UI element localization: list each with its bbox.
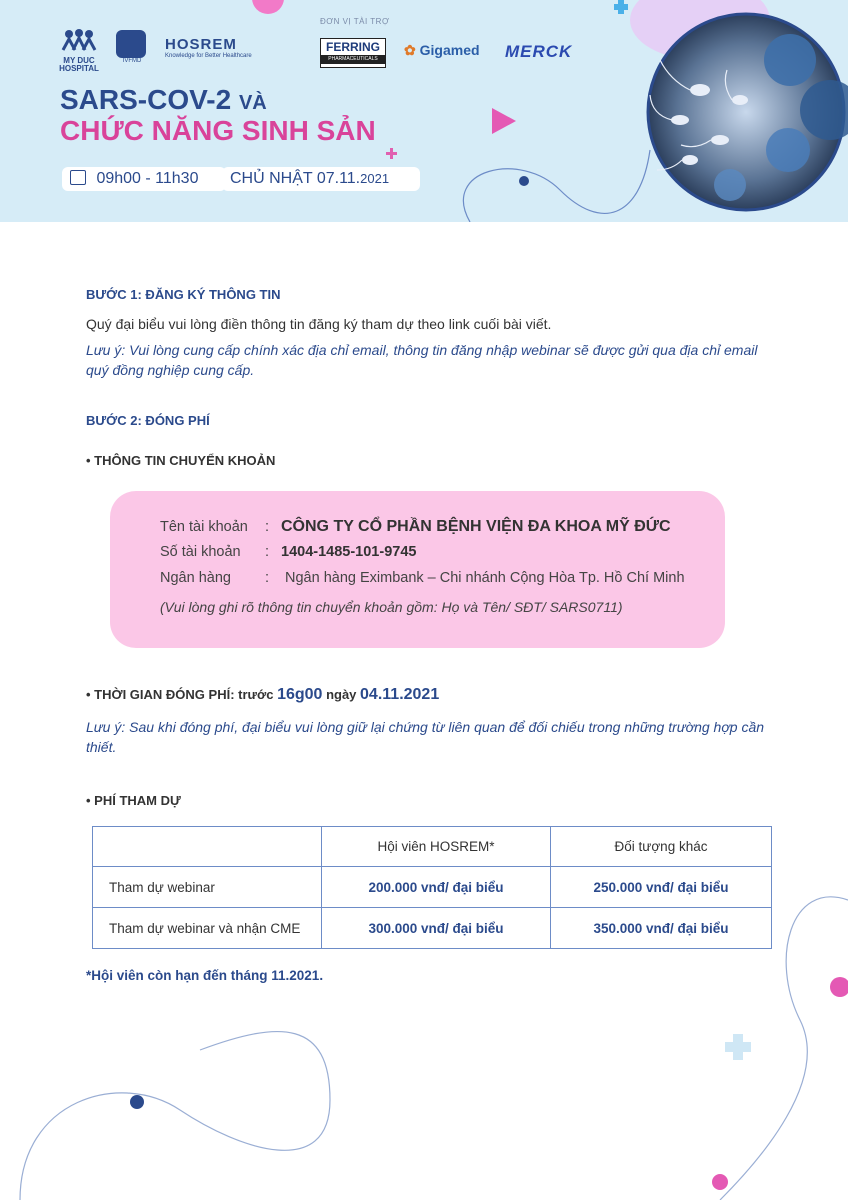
play-triangle-icon: [492, 108, 516, 134]
event-title-line1: [60, 84, 267, 116]
account-number-row: [160, 544, 416, 560]
table-cell: 350.000 vnđ/ đại biểu: [551, 908, 772, 949]
table-header-cell: Hội viên HOSREM*: [322, 827, 551, 867]
bank-info-box: [110, 491, 725, 648]
pink-dot-decoration: [712, 1174, 728, 1190]
step1-text: Quý đại biểu vui lòng điền thông tin đăng ký tham dự theo link cuối bài viết.: [86, 316, 552, 332]
step1-note: Lưu ý: Vui lòng cung cấp chính xác địa chỉ email, thông tin đăng nhập webinar sẽ được gửi qua địa chỉ email quý đồng nghiệp cung cấp.: [86, 342, 758, 378]
myduc-logo-icon: [59, 28, 99, 52]
virus-image: [648, 14, 848, 210]
deadline-note: Lưu ý: Sau khi đóng phí, đại biểu vui lòng giữ lại chứng từ liên quan để đối chiếu trong những trường hợp cần thiết.: [86, 719, 765, 755]
ferring-logo-text: FERRING: [326, 40, 380, 54]
event-date: CHỦ NHẬT 07.11.: [230, 170, 361, 187]
ferring-logo-subtext: PHARMACEUTICALS: [321, 55, 385, 64]
fee-table-header: [93, 827, 772, 867]
deadline-date: 04.11.2021: [360, 686, 440, 703]
gigamed-logo-text: Gigamed: [419, 42, 480, 58]
dot-decoration: [519, 176, 529, 186]
event-title-line2: CHỨC NĂNG SINH SẢN: [60, 115, 376, 146]
deadline-time: 16g00: [277, 686, 323, 703]
table-cell: Tham dự webinar và nhận CME: [93, 908, 322, 949]
dot-decoration: [130, 1095, 144, 1109]
hosrem-logo: [165, 36, 252, 59]
bank-label: Ngân hàng: [160, 570, 231, 586]
hosrem-logo-text: HOSREM: [165, 36, 237, 53]
fee-heading: • PHÍ THAM DỰ: [86, 793, 181, 808]
colon: :: [265, 544, 270, 560]
pink-circle-decoration: [252, 0, 284, 14]
table-cell: 300.000 vnđ/ đại biểu: [322, 908, 551, 949]
event-time: 09h00 - 11h30: [96, 170, 199, 187]
table-cell: 200.000 vnđ/ đại biểu: [322, 867, 551, 908]
colon: :: [265, 570, 270, 586]
step2-heading: BƯỚC 2: ĐÓNG PHÍ: [86, 413, 210, 428]
bank-name-row: [160, 570, 685, 586]
ferring-logo: [320, 38, 386, 68]
colon: :: [265, 519, 270, 535]
ivfmd-logo-text: IVFMD: [122, 58, 142, 64]
table-cell: Tham dự webinar: [93, 867, 322, 908]
merck-logo: MERCK: [505, 42, 573, 61]
step1-heading: BƯỚC 1: ĐĂNG KÝ THÔNG TIN: [86, 287, 281, 302]
curve-decoration: [20, 1032, 330, 1200]
bank-note: (Vui lòng ghi rõ thông tin chuyển khoản gồm: Họ và Tên/ SĐT/ SARS0711): [160, 599, 623, 615]
account-number-value: 1404-1485-101-9745: [281, 544, 417, 560]
deadline-label: • THỜI GIAN ĐÓNG PHÍ:: [86, 687, 235, 702]
plus-icon: [614, 0, 628, 14]
pink-dot-decoration: [830, 977, 848, 997]
ivfmd-logo: [116, 30, 148, 68]
account-number-label: Số tài khoản: [160, 544, 241, 560]
payment-deadline: [86, 686, 439, 704]
member-footnote: *Hội viên còn hạn đến tháng 11.2021.: [86, 968, 324, 983]
myduc-logo: [58, 28, 100, 73]
table-header-cell: [93, 827, 322, 867]
transfer-info-heading: • THÔNG TIN CHUYỂN KHOẢN: [86, 453, 276, 468]
plus-icon: [725, 1034, 751, 1060]
hosrem-tagline: Knowledge for Better Healthcare: [165, 53, 252, 59]
footer-decoration: [0, 880, 848, 1200]
sponsor-label: ĐƠN VỊ TÀI TRỢ: [320, 17, 390, 26]
account-name-label: Tên tài khoản: [160, 519, 248, 535]
event-year: 2021: [360, 171, 390, 186]
deadline-day: ngày: [326, 687, 357, 702]
time-pill: [62, 167, 226, 191]
title-conjunction: VÀ: [238, 92, 267, 114]
header-banner: [0, 0, 848, 222]
account-name-value: CÔNG TY CỔ PHẦN BỆNH VIỆN ĐA KHOA MỸ ĐỨC: [281, 518, 671, 535]
gigamed-logo: [404, 42, 480, 59]
table-header-cell: Đối tượng khác: [551, 827, 772, 867]
date-pill: [222, 167, 420, 191]
deadline-before: trước: [238, 687, 274, 702]
bank-name-value: Ngân hàng Eximbank – Chi nhánh Cộng Hòa Tp. Hồ Chí Minh: [285, 570, 685, 586]
myduc-logo-text: MY DUC HOSPITAL: [59, 56, 99, 73]
calendar-icon: [70, 170, 86, 185]
table-cell: 250.000 vnđ/ đại biểu: [551, 867, 772, 908]
title-sars: SARS-COV-2: [60, 84, 232, 115]
ivfmd-logo-mark: [116, 30, 146, 58]
gigamed-flower-icon: ✿: [404, 42, 416, 58]
account-name-row: [160, 518, 671, 536]
curve-decoration: [463, 150, 650, 222]
plus-icon: [386, 148, 397, 159]
